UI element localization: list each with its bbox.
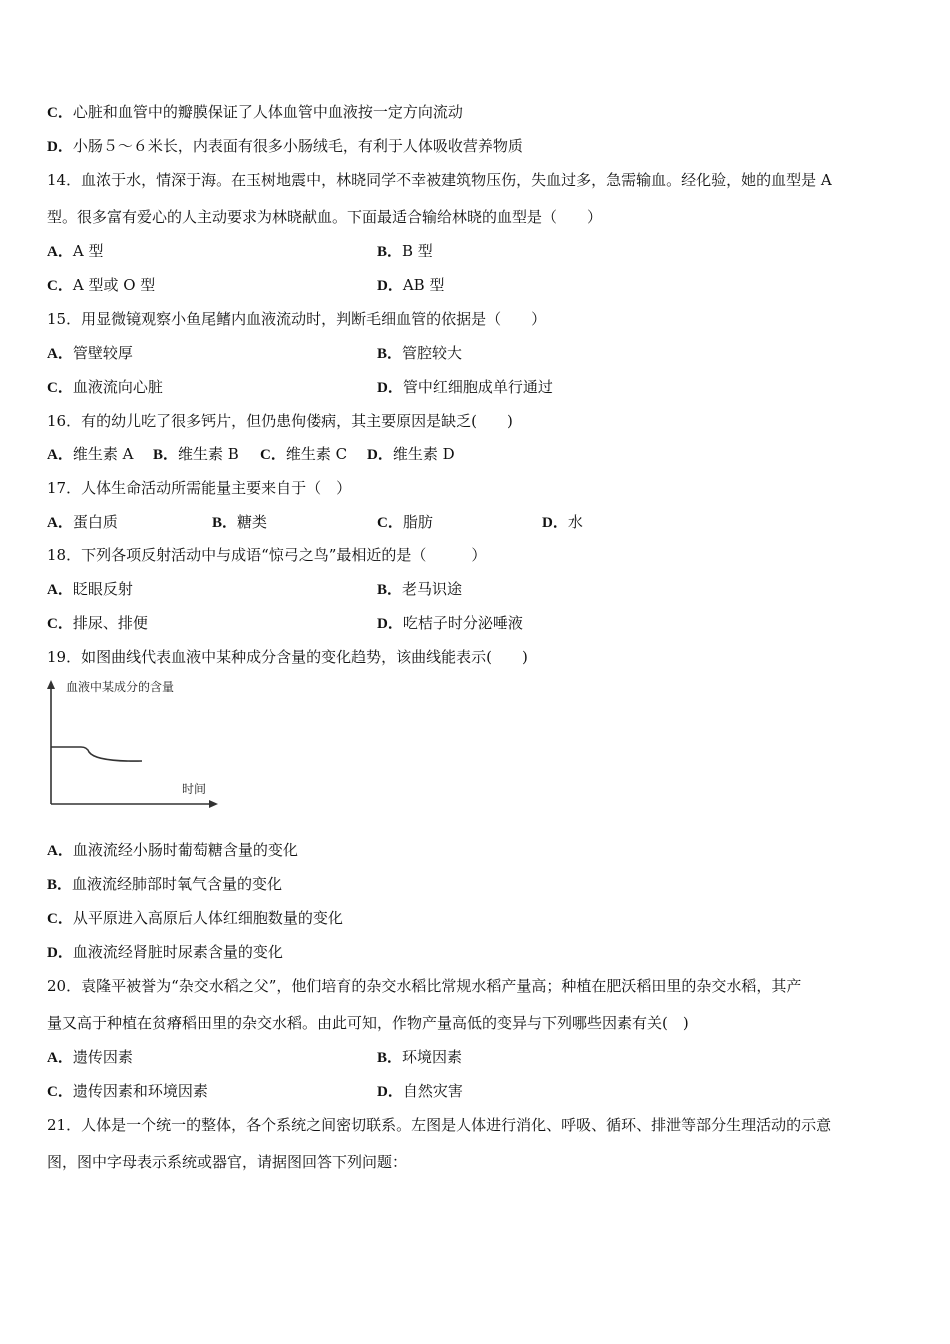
q21-stem-line1: 21．人体是一个统一的整体，各个系统之间密切联系。左图是人体进行消化、呼吸、循环、排泄等部分生理活动的示意 [47,1116,832,1134]
option-text: 血液流向心脏 [72,378,163,396]
option-text: 管腔较大 [402,344,463,362]
q19-option-a [47,840,298,861]
q20-option-d [377,1081,463,1102]
option-text: AB 型 [402,276,445,294]
option-text: 管壁较厚 [72,344,133,362]
option-text: 蛋白质 [72,513,118,531]
q20-option-b [377,1047,462,1068]
option-text: 遗传因素和环境因素 [72,1082,208,1100]
q15-option-a [47,343,133,364]
option-label: B． [212,515,238,531]
option-label: C． [260,447,286,463]
q13-option-c [47,102,463,123]
option-text: 血液流经肾脏时尿素含量的变化 [72,943,283,961]
q21-stem-line2: 图，图中字母表示系统或器官，请据图回答下列问题： [47,1153,408,1171]
option-label: C． [47,278,73,294]
option-text: 糖类 [237,513,268,531]
option-text: 从平原进入高原后人体红细胞数量的变化 [72,909,343,927]
q20-stem-line1: 20．袁隆平被誉为“杂交水稻之父”，他们培育的杂交水稻比常规水稻产量高；种植在肥沃稻田里的杂交水稻，其产 [47,977,802,995]
q17-stem: 17．人体生命活动所需能量主要来自于（ ） [47,479,352,497]
option-label: A． [47,447,73,463]
q13-option-d [47,136,523,157]
option-text: 环境因素 [402,1048,463,1066]
q18-stem: 18．下列各项反射活动中与成语“惊弓之鸟”最相近的是（ ） [47,546,487,564]
option-label: B． [377,244,403,260]
option-text: B 型 [402,242,433,260]
q14-stem-line2: 型。很多富有爱心的人主动要求为林晓献血。下面最适合输给林晓的血型是（ ） [47,208,603,226]
option-label: D． [542,515,568,531]
option-text: 遗传因素 [72,1048,133,1066]
option-text: 管中红细胞成单行通过 [402,378,553,396]
q17-option-a [47,512,118,533]
option-text: 维生素 D [392,445,455,463]
q19-stem: 19．如图曲线代表血液中某种成分含量的变化趋势，该曲线能表示( ) [47,648,528,666]
q20-stem-line2: 量又高于种植在贫瘠稻田里的杂交水稻。由此可知，作物产量高低的变异与下列哪些因素有关( ) [47,1014,689,1032]
q16-option-a [47,444,133,465]
option-text: 脂肪 [402,513,433,531]
y-axis-label: 血液中某成分的含量 [66,680,175,694]
q14-option-a [47,241,103,262]
option-text: 维生素 A [72,445,134,463]
option-text: 小肠５～６米长，内表面有很多小肠绒毛，有利于人体吸收营养物质 [72,137,523,155]
option-text: A 型或 O 型 [72,276,156,294]
option-label: A． [47,346,73,362]
option-label: D． [367,447,393,463]
q14-option-c [47,275,155,296]
q18-option-d [377,613,523,634]
option-label: D． [377,380,403,396]
q16-option-d [367,444,455,465]
option-label: B． [47,877,73,893]
option-label: C． [47,1084,73,1100]
option-label: A． [47,843,73,859]
option-label: D． [377,616,403,632]
option-label: A． [47,582,73,598]
option-label: B． [377,582,403,598]
option-label: B． [377,346,403,362]
option-label: A． [47,1050,73,1066]
option-text: 心脏和血管中的瓣膜保证了人体血管中血液按一定方向流动 [72,103,463,121]
q14-option-d [377,275,444,296]
option-text: 血液流经小肠时葡萄糖含量的变化 [72,841,298,859]
option-text: 眨眼反射 [72,580,133,598]
option-text: 老马识途 [402,580,463,598]
trend-curve [51,747,142,761]
q15-option-d [377,377,553,398]
option-text: 自然灾害 [402,1082,463,1100]
x-axis-label: 时间 [182,782,207,796]
option-text: 维生素 C [285,445,348,463]
option-label: D． [377,1084,403,1100]
option-label: B． [377,1050,403,1066]
option-label: A． [47,515,73,531]
option-text: 水 [567,513,583,531]
q20-option-c [47,1081,208,1102]
option-label: C． [47,105,73,121]
option-text: 吃桔子时分泌唾液 [402,614,523,632]
option-label: A． [47,244,73,260]
option-text: A 型 [72,242,104,260]
q19-option-c [47,908,343,929]
option-label: D． [47,945,73,961]
x-axis-arrow-icon [209,800,218,808]
q17-option-c [377,512,433,533]
q18-option-c [47,613,148,634]
q19-curve-figure [40,676,230,811]
option-label: D． [47,139,73,155]
option-text: 排尿、排便 [72,614,148,632]
option-label: D． [377,278,403,294]
option-label: C． [377,515,403,531]
q17-option-b [212,512,267,533]
option-label: C． [47,911,73,927]
q14-option-b [377,241,433,262]
q18-option-b [377,579,462,600]
q14-stem-line1: 14．血浓于水，情深于海。在玉树地震中，林晓同学不幸被建筑物压伤，失血过多，急需输血。经化验，她的血型是 A [47,171,832,189]
q18-option-a [47,579,133,600]
y-axis-arrow-icon [47,680,55,689]
q16-stem: 16．有的幼儿吃了很多钙片，但仍患佝偻病，其主要原因是缺乏( ) [47,412,513,430]
option-text: 血液流经肺部时氧气含量的变化 [72,875,283,893]
q16-option-b [153,444,239,465]
q19-option-d [47,942,283,963]
option-label: C． [47,616,73,632]
option-label: C． [47,380,73,396]
q16-option-c [260,444,347,465]
q20-option-a [47,1047,133,1068]
option-text: 维生素 B [178,445,239,463]
q19-option-b [47,874,282,895]
option-label: B． [153,447,179,463]
q17-option-d [542,512,583,533]
q15-option-b [377,343,462,364]
q15-stem: 15．用显微镜观察小鱼尾鳍内血液流动时，判断毛细血管的依据是（ ） [47,310,547,328]
q15-option-c [47,377,163,398]
